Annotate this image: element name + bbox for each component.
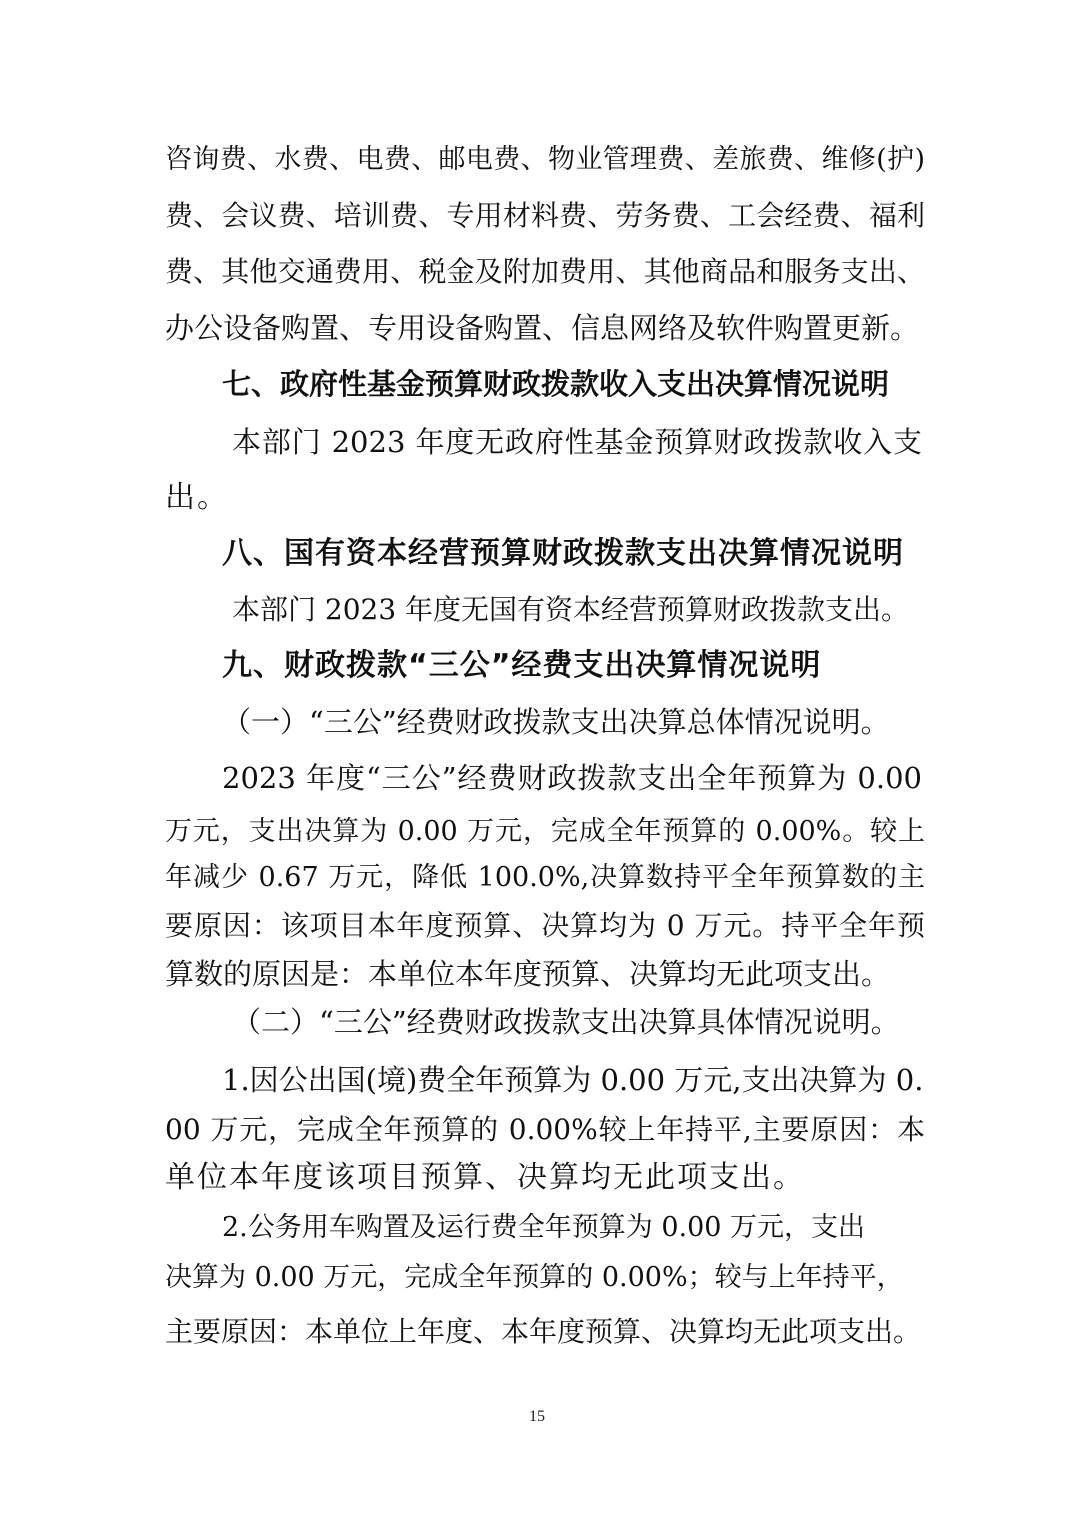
body-text-line: 本部门 2023 年度无国有资本经营预算财政拨款支出。 <box>232 593 910 626</box>
body-text-line: 费、其他交通费用、税金及附加费用、其他商品和服务支出、 <box>165 255 925 288</box>
body-text-line: 年减少 0.67 万元，降低 100.0%,决算数持平全年预算数的主 <box>165 862 925 893</box>
body-text-line: 主要原因：本单位上年度、本年度预算、决算均无此项支出。 <box>165 1315 922 1348</box>
page-number: 15 <box>529 1408 545 1425</box>
body-text-line: 本部门 2023 年度无政府性基金预算财政拨款收入支 <box>232 425 922 459</box>
body-text-line: 2.公务用车购置及运行费全年预算为 0.00 万元，支出 <box>222 1212 866 1243</box>
body-text-line: 咨询费、水费、电费、邮电费、物业管理费、差旅费、维修(护) <box>165 144 925 175</box>
body-text-line: 要原因：该项目本年度预算、决算均为 0 万元。持平全年预 <box>165 909 925 942</box>
body-text-line: 1.因公出国(境)费全年预算为 0.00 万元,支出决算为 0. <box>222 1063 924 1097</box>
body-text-line: 办公设备购置、专用设备购置、信息网络及软件购置更新。 <box>165 311 920 345</box>
section-heading-7: 七、政府性基金预算财政拨款收入支出决算情况说明 <box>222 367 890 401</box>
subsection-heading: （一）“三公”经费财政拨款支出决算总体情况说明。 <box>222 705 890 739</box>
body-text-line: 出。 <box>165 480 229 515</box>
body-text-line: 决算为 0.00 万元，完成全年预算的 0.00%；较与上年持平， <box>165 1262 904 1293</box>
body-text-line: 2023 年度“三公”经费财政拨款支出全年预算为 0.00 <box>222 761 922 795</box>
section-heading-8: 八、国有资本经营预算财政拨款支出决算情况说明 <box>222 536 904 571</box>
subsection-heading: （二）“三公”经费财政拨款支出决算具体情况说明。 <box>232 1005 900 1039</box>
body-text-line: 费、会议费、培训费、专用材料费、劳务费、工会经费、福利 <box>165 199 925 232</box>
body-text-line: 单位本年度该项目预算、决算均无此项支出。 <box>165 1160 805 1195</box>
body-text-line: 00 万元，完成全年预算的 0.00%较上年持平,主要原因：本 <box>165 1113 925 1146</box>
body-text-line: 万元，支出决算为 0.00 万元，完成全年预算的 0.00%。较上 <box>165 816 925 847</box>
body-text-line: 算数的原因是：本单位本年度预算、决算均无此项支出。 <box>165 957 891 991</box>
section-heading-9: 九、财政拨款“三公”经费支出决算情况说明 <box>222 648 822 683</box>
